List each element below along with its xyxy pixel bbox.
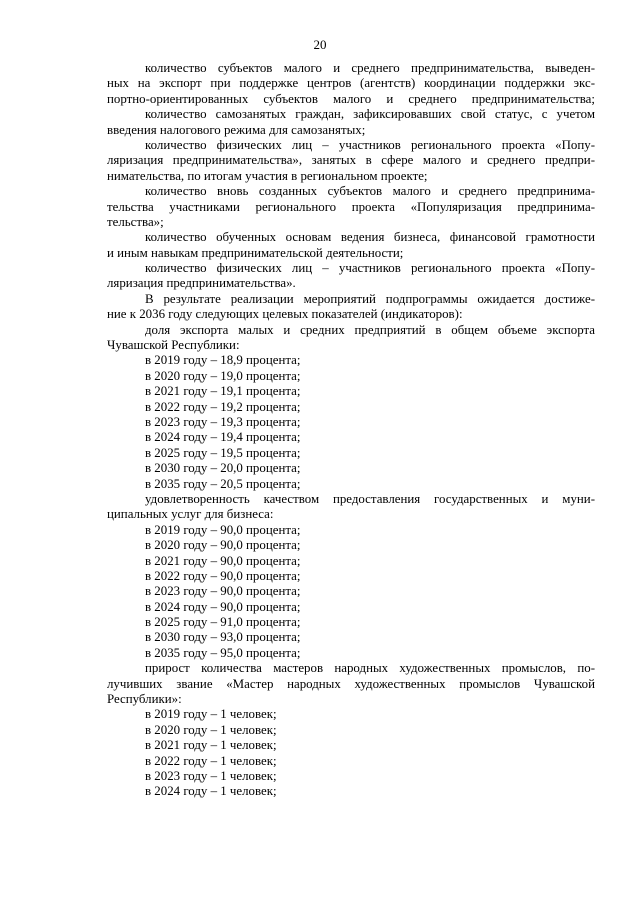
text-line: в 2024 году – 19,4 процента; <box>145 430 301 445</box>
text-line: количество вновь созданных субъектов малого и среднего предпринима- <box>145 184 595 199</box>
text-line: в 2030 году – 93,0 процента; <box>145 630 301 645</box>
text-line: в 2020 году – 90,0 процента; <box>145 538 301 553</box>
text-line: доля экспорта малых и средних предприятий в общем объеме экспорта <box>145 322 595 337</box>
text-line: в 2019 году – 18,9 процента; <box>145 353 301 368</box>
text-line: в 2024 году – 90,0 процента; <box>145 599 301 614</box>
text-line: в 2019 году – 1 человек; <box>145 707 277 722</box>
text-line: лучивших звание «Мастер народных художественных промыслов Чувашской <box>107 676 595 691</box>
text-line: в 2022 году – 19,2 процента; <box>145 399 301 414</box>
text-line: введения налогового режима для самозанятых; <box>107 122 366 137</box>
text-line: в 2021 году – 1 человек; <box>145 738 277 753</box>
text-line: в 2035 году – 95,0 процента; <box>145 645 301 660</box>
text-line: тельства»; <box>107 214 164 229</box>
text-line: в 2019 году – 90,0 процента; <box>145 522 301 537</box>
text-line: портно-ориентированных субъектов малого и среднего предпринимательства; <box>107 91 595 106</box>
text-line: в 2023 году – 1 человек; <box>145 768 277 783</box>
text-line: ных на экспорт при поддержке центров (агентств) координации поддержки экс- <box>107 76 595 91</box>
text-line: прирост количества мастеров народных художественных промыслов, по- <box>145 661 595 676</box>
text-line: в 2022 году – 90,0 процента; <box>145 568 301 583</box>
text-line: количество физических лиц – участников регионального проекта «Попу- <box>145 261 595 276</box>
text-line: В результате реализации мероприятий подпрограммы ожидается достиже- <box>145 291 595 306</box>
text-line: в 2025 году – 19,5 процента; <box>145 445 301 460</box>
text-line: в 2021 году – 19,1 процента; <box>145 384 301 399</box>
text-line: в 2021 году – 90,0 процента; <box>145 553 301 568</box>
text-line: удовлетворенность качеством предоставления государственных и муни- <box>145 491 595 506</box>
text-line: количество самозанятых граждан, зафиксировавших свой статус, с учетом <box>145 107 595 122</box>
text-line: ципальных услуг для бизнеса: <box>107 507 274 522</box>
document-body <box>107 61 595 800</box>
text-line: и иным навыкам предпринимательской деятельности; <box>107 245 404 260</box>
text-line: ние к 2036 году следующих целевых показателей (индикаторов): <box>107 307 463 322</box>
text-line: в 2035 году – 20,5 процента; <box>145 476 301 491</box>
text-line: Республики»: <box>107 692 182 707</box>
text-line: в 2025 году – 91,0 процента; <box>145 615 301 630</box>
text-line: количество физических лиц – участников регионального проекта «Попу- <box>145 137 595 152</box>
page-number: 20 <box>313 37 327 52</box>
text-line: тельства участниками регионального проекта «Популяризация предпринима- <box>107 199 595 214</box>
text-line: количество обученных основам ведения бизнеса, финансовой грамотности <box>145 230 595 245</box>
text-line: в 2020 году – 1 человек; <box>145 722 277 737</box>
text-line: в 2030 году – 20,0 процента; <box>145 461 301 476</box>
text-line: ляризация предпринимательства». <box>107 276 296 291</box>
text-line: в 2023 году – 90,0 процента; <box>145 584 301 599</box>
text-line: Чувашской Республики: <box>107 338 240 353</box>
text-line: в 2022 году – 1 человек; <box>145 753 277 768</box>
text-line: в 2020 году – 19,0 процента; <box>145 368 301 383</box>
text-line: в 2024 году – 1 человек; <box>145 784 277 799</box>
text-line: нимательства, по итогам участия в региональном проекте; <box>107 168 428 183</box>
text-line: в 2023 году – 19,3 процента; <box>145 414 301 429</box>
text-line: количество субъектов малого и среднего предпринимательства, выведен- <box>145 61 595 75</box>
text-line: ляризация предпринимательства», занятых в сфере малого и среднего предпри- <box>107 153 595 168</box>
